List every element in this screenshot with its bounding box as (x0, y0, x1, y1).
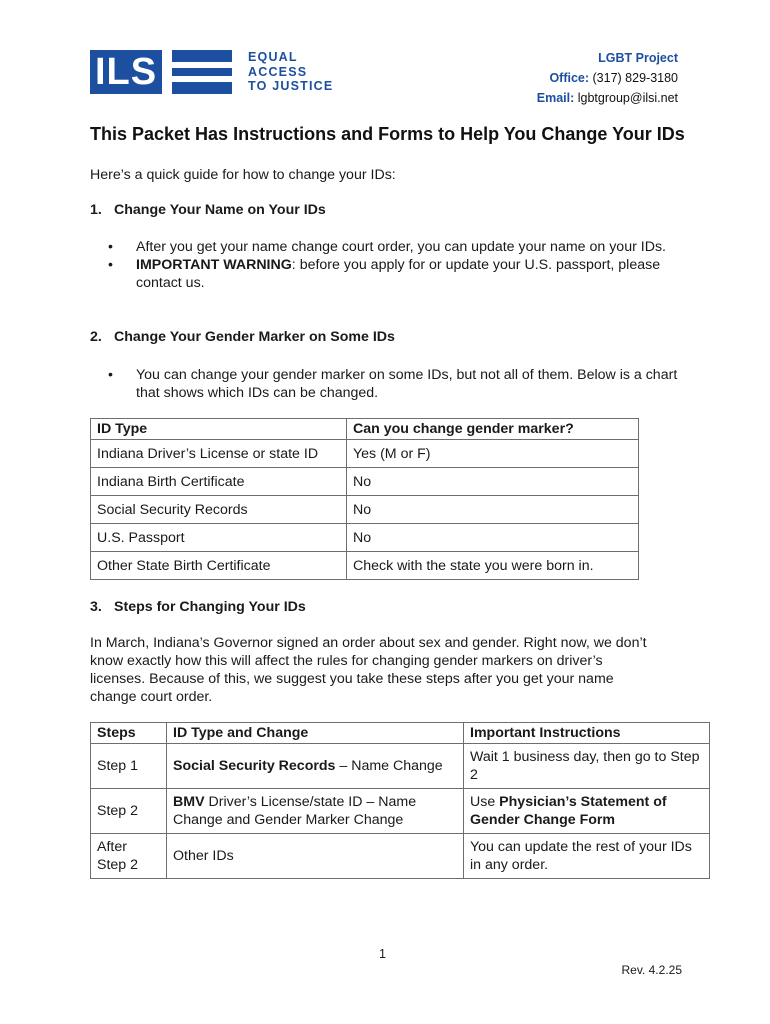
table-row: Indiana Birth Certificate No (91, 468, 639, 496)
table-header-row (91, 723, 710, 744)
table-header-row (91, 419, 639, 440)
logo-initials: ILS (90, 50, 162, 94)
section-2-bullets (108, 366, 688, 402)
section-1-heading: 1. Change Your Name on Your IDs (90, 202, 326, 218)
email-line: Email: lgbtgroup@ilsi.net (536, 91, 678, 105)
section-3-paragraph: In March, Indiana’s Governor signed an order about sex and gender. Right now, we don’t know exactly how this will affect the rules for changing gender markers on driver’s licenses. Because of this, we suggest you take these steps after you get your name change court order. (90, 635, 647, 705)
table-row: Social Security Records No (91, 496, 639, 524)
logo-bars-graphic (172, 50, 232, 94)
table-row: After Step 2 Other IDs You can update the rest of your IDs in any order. (91, 834, 710, 879)
list-item: • IMPORTANT WARNING: before you apply for or update your U.S. passport, please contact us. (108, 257, 661, 291)
column-header: ID Type (91, 419, 347, 440)
office-phone: Office: (317) 829-3180 (549, 71, 678, 85)
section-3-heading: 3. Steps for Changing Your IDs (90, 599, 306, 615)
section-1-bullets (108, 238, 688, 292)
page-title: This Packet Has Instructions and Forms to Help You Change Your IDs (90, 124, 685, 144)
gender-marker-table (90, 418, 639, 580)
table-row: Indiana Driver’s License or state ID Yes (M or F) (91, 440, 639, 468)
list-item: • After you get your name change court order, you can update your name on your IDs. (108, 239, 666, 255)
contact-block (537, 48, 678, 108)
table-row: Step 2 BMV Driver’s License/state ID – Name Change and Gender Marker Change Use Physician’s Statement of Gender Change Form (91, 789, 710, 834)
project-name: LGBT Project (598, 51, 678, 65)
logo-tagline: EQUAL ACCESS TO JUSTICE (248, 50, 334, 93)
table-row: Step 1 Social Security Records – Name Change Wait 1 business day, then go to Step 2 (91, 744, 710, 789)
email-link[interactable]: lgbtgroup@ilsi.net (577, 91, 678, 105)
column-header: Important Instructions (464, 723, 710, 744)
list-item: • You can change your gender marker on some IDs, but not all of them. Below is a chart that shows which IDs can be changed. (108, 367, 678, 401)
column-header: ID Type and Change (167, 723, 464, 744)
section-2-heading: 2. Change Your Gender Marker on Some IDs (90, 329, 395, 345)
revision-label: Rev. 4.2.25 (621, 963, 682, 977)
column-header: Can you change gender marker? (347, 419, 639, 440)
ils-logo (90, 50, 334, 98)
intro-text: Here’s a quick guide for how to change your IDs: (90, 167, 396, 183)
table-row: Other State Birth Certificate Check with the state you were born in. (91, 552, 639, 580)
column-header: Steps (91, 723, 167, 744)
page-number: 1 (379, 947, 386, 961)
steps-table (90, 722, 710, 879)
table-row: U.S. Passport No (91, 524, 639, 552)
